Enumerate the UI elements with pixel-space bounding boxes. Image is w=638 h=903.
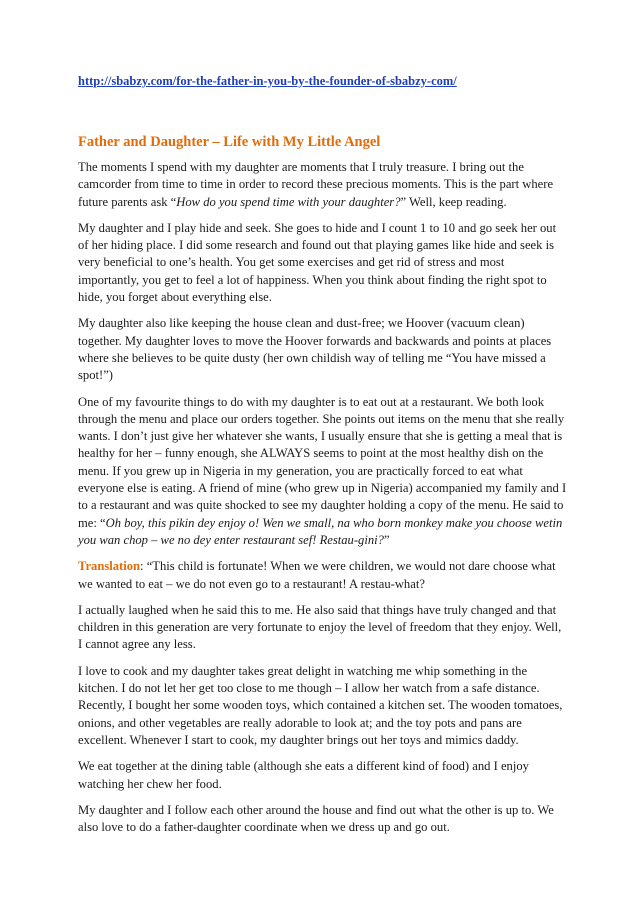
paragraph-6: I actually laughed when he said this to me. He also said that things have truly changed and that children in this generation are very fortunate to enjoy the level of freedom that they enjoy. Well, I cannot agree any less. [78,602,562,652]
article-title: Father and Daughter – Life with My Little Angel [78,134,381,150]
paragraph-4-text-a: One of my favourite things to do with my daughter is to eat out at a restaurant. We both look through the menu and place our orders together. She points out items on the menu that she really wants. I don’t just give her whatever she wants, I usually ensure that she is getting a meal that is healthy for her – funny enough, she ALWAYS seems to point at the most healthy dish on the menu. If you grew up in Nigeria in my generation, you are practically forced to eat what everyone else is eating. A friend of mine (who grew up in Nigeria) accompanied my family and I to a restaurant and was quite shocked to see my daughter holding a copy of the menu. He said to me: “ [78,394,567,530]
paragraph-8: We eat together at the dining table (although she eats a different kind of food) and I enjoy watching her chew her food. [78,759,529,791]
paragraph-5 [78,558,568,593]
paragraph-1-text-a: The moments I spend with my daughter are moments that I truly treasure. I bring out the camcorder from time to time in order to record these precious moments. This is the part where future parents ask “ [78,160,554,209]
paragraph-1-text-b: ” Well, keep reading. [400,194,507,209]
document-page [78,72,568,845]
translation-label: Translation [78,559,141,574]
paragraph-2: My daughter and I play hide and seek. She goes to hide and I count 1 to 10 and go seek her out of her hiding place. I did some research and found out that playing games like hide and seek is very beneficial to one’s health. You get some exercises and get rid of stress and most importantly, you get to feel a lot of happiness. When you think about finding the right spot to hide, you forget about everything else. [78,220,557,305]
paragraph-1 [78,159,568,211]
paragraph-7: I love to cook and my daughter takes great delight in watching me whip something in the kitchen. I do not let her get too close to me though – I allow her watch from a safe distance. Recently, I bought her some wooden toys, which contained a kitchen set. The wooden tomatoes, onions, and other vegetables are really adorable to look at; and the toy pots and pans are excellent. Whenever I start to cook, my daughter brings out her toys and mimics daddy. [78,663,563,747]
paragraph-4 [78,394,568,550]
paragraph-4-text-b: ” [383,532,390,547]
paragraph-3: My daughter also like keeping the house clean and dust-free; we Hoover (vacuum clean) together. My daughter loves to move the Hoover forwards and backwards and points at places where she believes to be quite dusty (her own childish way of telling me “You have missed a spot!”) [78,316,552,383]
paragraph-1-italic: How do you spend time with your daughter? [176,194,401,209]
source-link[interactable]: http://sbabzy.com/for-the-father-in-you-by-the-founder-of-sbabzy-com/ [78,74,457,88]
paragraph-4-italic: Oh boy, this pikin dey enjoy o! Wen we small, na who born monkey make you choose wetin you wan chop – we no dey enter restaurant sef! Restau-gini? [78,515,563,547]
paragraph-9: My daughter and I follow each other around the house and find out what the other is up to. We also love to do a father-daughter coordinate when we dress up and go out. [78,802,554,835]
translation-text: : “This child is fortunate! When we were children, we would not dare choose what we wanted to eat – we do not even go to a restaurant! A restau-what? [78,559,556,591]
